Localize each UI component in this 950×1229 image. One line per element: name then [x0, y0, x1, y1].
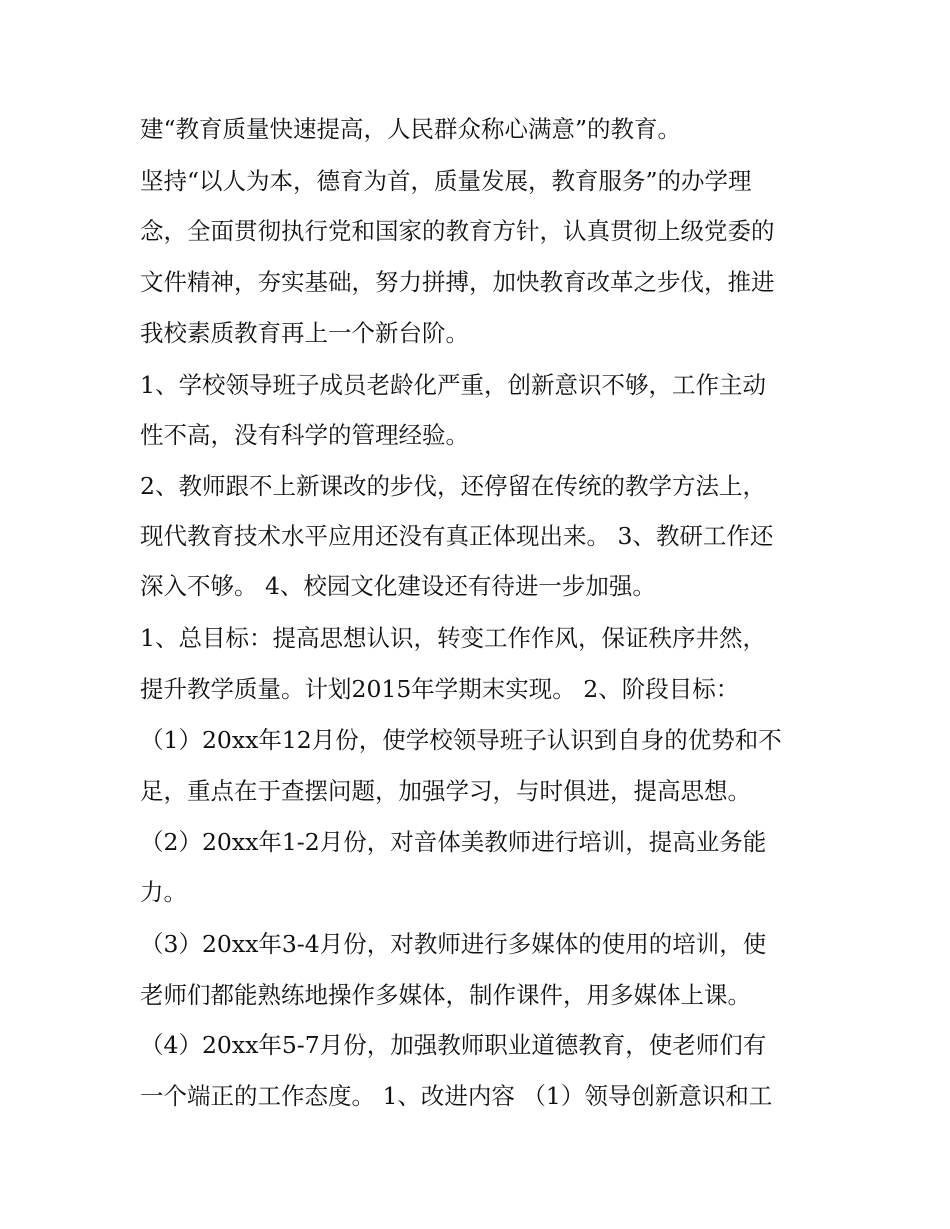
text-line-13: （1）20xx年12月份，使学校领导班子认识到自身的优势和不 — [140, 726, 782, 754]
text-line-15: （2）20xx年1-2月份，对音体美教师进行培训，提高业务能 — [140, 828, 767, 856]
text-line-1: 建“教育质量快速提高，人民群众称心满意”的教育。 — [140, 115, 682, 143]
text-line-12: 提升教学质量。计划2015年学期末实现。 2、阶段目标： — [140, 675, 740, 703]
text-line-10: 深入不够。 4、校园文化建设还有待进一步加强。 — [140, 572, 656, 600]
text-line-18: 老师们都能熟练地操作多媒体，制作课件，用多媒体上课。 — [140, 981, 751, 1009]
text-line-14: 足，重点在于查摆问题，加强学习，与时俱进，提高思想。 — [140, 777, 751, 805]
text-line-20: 一个端正的工作态度。 1、改进内容 （1）领导创新意识和工 — [140, 1082, 773, 1110]
text-line-5: 我校素质教育再上一个新台阶。 — [140, 319, 469, 347]
text-line-11: 1、总目标：提高思想认识，转变工作作风，保证秩序井然， — [140, 624, 766, 652]
text-line-8: 2、教师跟不上新课改的步伐，还停留在传统的教学方法上， — [140, 472, 766, 500]
text-line-9: 现代教育技术水平应用还没有真正体现出来。 3、教研工作还 — [140, 522, 774, 550]
text-line-6: 1、学校领导班子成员老龄化严重，创新意识不够，工作主动 — [140, 371, 766, 399]
text-line-17: （3）20xx年3-4月份，对教师进行多媒体的使用的培训，使 — [140, 930, 767, 958]
text-line-19: （4）20xx年5-7月份，加强教师职业道德教育，使老师们有 — [140, 1031, 767, 1059]
text-line-4: 文件精神，夯实基础，努力拼搏，加快教育改革之步伐，推进 — [140, 268, 775, 296]
text-line-7: 性不高，没有科学的管理经验。 — [140, 421, 469, 449]
text-line-16: 力。 — [140, 878, 187, 906]
text-line-2: 坚持“以人为本，德育为首，质量发展，教育服务”的办学理 — [140, 167, 752, 195]
text-line-3: 念，全面贯彻执行党和国家的教育方针，认真贯彻上级党委的 — [140, 217, 775, 245]
